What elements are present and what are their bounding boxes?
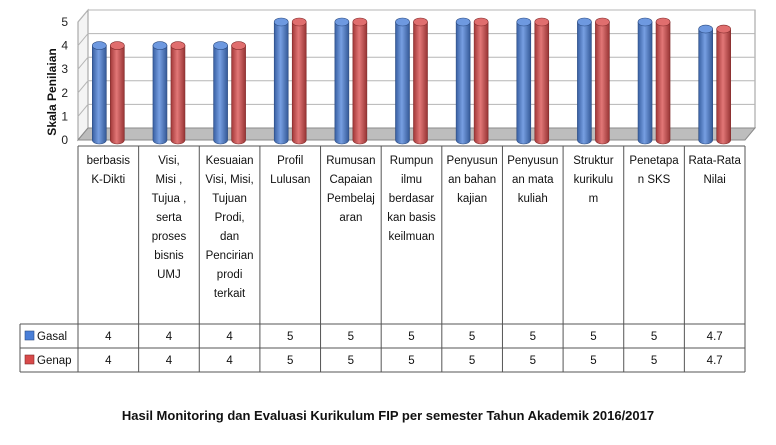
x-tick-label: an mata [511, 174, 554, 186]
x-tick-label: keilmuan [388, 231, 435, 243]
bar-gasal [577, 22, 591, 144]
x-tick-label: ilmu [400, 174, 423, 186]
bar-top-gasal [456, 18, 470, 26]
bar-top-gasal [517, 18, 531, 26]
y-tick-label: 3 [61, 62, 68, 77]
y-tick-label: 5 [61, 15, 68, 29]
bar-gasal [517, 22, 531, 144]
data-label: 5 [287, 355, 294, 367]
bar-genap [656, 22, 670, 144]
data-label: 4 [226, 355, 233, 367]
bar-top-genap [110, 42, 124, 50]
data-label: 5 [590, 331, 597, 343]
x-tick-label: m [588, 193, 599, 205]
bar-top-gasal [92, 42, 106, 50]
x-tick-label: Pencirian [205, 250, 254, 262]
y-axis-label: Skala Penilaian [45, 48, 59, 136]
x-tick-label: Profil [277, 155, 304, 167]
data-label: 4 [105, 331, 112, 343]
bar-genap [171, 46, 185, 144]
data-label: 5 [650, 355, 658, 367]
data-label: 5 [347, 331, 355, 343]
x-tick-label: aran [339, 212, 363, 224]
bar-top-genap [656, 18, 670, 26]
data-label: 5 [529, 355, 536, 367]
x-tick-label: terkait [213, 288, 246, 300]
x-tick-label: Lulusan [270, 174, 311, 186]
bar-gasal [456, 22, 470, 144]
y-tick-label: 1 [61, 109, 68, 124]
x-tick-label: K-Dikti [91, 174, 126, 186]
data-label: 5 [590, 355, 597, 367]
x-tick-label: Nilai [703, 174, 726, 186]
bar-top-gasal [335, 18, 349, 26]
x-tick-label: kurikulu [573, 174, 614, 186]
bar-genap [232, 46, 246, 144]
legend-swatch-genap [25, 355, 34, 364]
x-tick-label: dan [219, 231, 240, 243]
bar-genap [110, 46, 124, 144]
x-tick-label: kan basis [387, 212, 436, 224]
x-tick-label: Capaian [329, 174, 373, 186]
x-tick-label: Visi, [158, 155, 180, 167]
x-tick-label: kuliah [517, 193, 548, 205]
bar-gasal [153, 46, 167, 144]
bar-genap [292, 22, 306, 144]
y-tick-label: 4 [61, 38, 68, 53]
legend-label-gasal: Gasal [37, 331, 68, 343]
data-label: 5 [529, 331, 536, 343]
x-tick-label: Pembelaj [326, 193, 375, 205]
x-tick-label: Visi, Misi, [205, 174, 254, 186]
chart-title: Hasil Monitoring dan Evaluasi Kurikulum FIP per semester Tahun Akademik 2016/2017 [121, 408, 655, 423]
bar-top-gasal [396, 18, 410, 26]
x-tick-label: an bahan [448, 174, 497, 186]
y-tick-label: 0 [61, 133, 68, 147]
x-tick-label: UMJ [157, 269, 181, 281]
data-label: 5 [287, 331, 294, 343]
x-tick-label: proses [151, 231, 187, 243]
data-label: 5 [408, 355, 415, 367]
x-tick-label: kajian [457, 193, 488, 205]
bar-top-gasal [638, 18, 652, 26]
x-tick-label: berbasis [86, 155, 131, 167]
x-tick-label: Tujua , [151, 193, 187, 205]
bar-top-genap [414, 18, 428, 26]
x-tick-label: serta [156, 212, 182, 224]
bar-top-gasal [577, 18, 591, 26]
bar-gasal [699, 29, 713, 144]
data-label: 5 [408, 331, 415, 343]
x-tick-label: Struktur [573, 155, 614, 167]
x-tick-label: Tujuan [212, 193, 247, 205]
data-label: 5 [347, 355, 355, 367]
bar-top-gasal [153, 42, 167, 50]
bar-genap [474, 22, 488, 144]
bar-gasal [214, 46, 228, 144]
bar-top-genap [474, 18, 488, 26]
data-label: 4.7 [706, 355, 723, 367]
x-tick-label: prodi [216, 269, 243, 281]
bar-genap [595, 22, 609, 144]
x-tick-label: Penyusun [446, 155, 498, 167]
bar-gasal [396, 22, 410, 144]
bar-gasal [335, 22, 349, 144]
plot-side-wall [78, 10, 88, 140]
data-label: 4.7 [706, 331, 723, 343]
data-label: 5 [468, 355, 476, 367]
bar-top-genap [232, 42, 246, 50]
data-label: 5 [650, 331, 658, 343]
x-tick-label: Rumusan [326, 155, 376, 167]
bar-genap [414, 22, 428, 144]
x-tick-label: Penyusun [507, 155, 559, 167]
legend-swatch-gasal [25, 331, 34, 340]
data-label: 4 [165, 331, 173, 343]
x-tick-label: bisnis [154, 250, 184, 262]
x-tick-label: Kesuaian [205, 155, 254, 167]
x-tick-label: Penetapa [629, 155, 679, 167]
x-tick-label: n SKS [637, 174, 671, 186]
bar-genap [717, 29, 731, 144]
data-label: 5 [468, 331, 476, 343]
bar-top-genap [535, 18, 549, 26]
bar-top-genap [292, 18, 306, 26]
bar-top-genap [171, 42, 185, 50]
bar-top-gasal [214, 42, 228, 50]
data-label: 4 [226, 331, 233, 343]
x-tick-label: Prodi, [214, 212, 245, 224]
x-tick-label: Rumpun [389, 155, 434, 167]
bar-genap [353, 22, 367, 144]
bar-top-genap [717, 25, 731, 33]
x-tick-label: Misi , [155, 174, 183, 186]
y-tick-label: 2 [61, 85, 68, 100]
bar-top-genap [595, 18, 609, 26]
bar-gasal [638, 22, 652, 144]
bar-gasal [92, 46, 106, 144]
bar-genap [535, 22, 549, 144]
bar-top-genap [353, 18, 367, 26]
bar-top-gasal [274, 18, 288, 26]
x-tick-label: berdasar [388, 193, 435, 205]
bar-top-gasal [699, 25, 713, 33]
x-tick-label: Rata-Rata [688, 155, 741, 167]
data-label: 4 [165, 355, 173, 367]
legend-label-genap: Genap [37, 355, 72, 367]
bar-gasal [274, 22, 288, 144]
data-label: 4 [105, 355, 112, 367]
